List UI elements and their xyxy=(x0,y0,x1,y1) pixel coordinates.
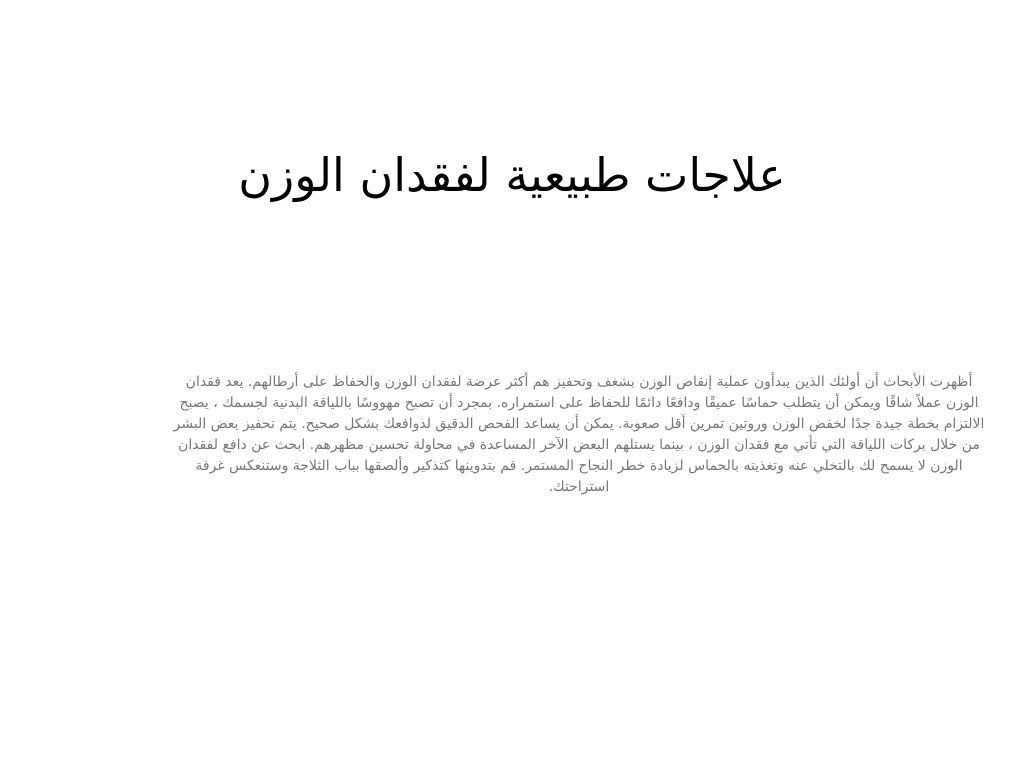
slide-body-text: أظهرت الأبحاث أن أولئك الذين يبدأون عملية إنقاص الوزن بشغف وتحفيز هم أكثر عرضة لفقدان الوزن والحفاظ على أرطالهم. يعد فقدان الوزن عملاً شاقًا ويمكن أن يتطلب حماسًا عميقًا ودافعًا دائمًا للحفاظ على استمراره. بمجرد أن تصبح مهووسًا باللياقة البدنية لجسمك ، يصبح الالتزام بخطة جيدة جدًا لخفض الوزن وروتين تمرين أقل صعوبة. يمكن أن يساعد الفحص الدقيق لدوافعك بشكل صحيح. يتم تحفيز بعض البشر من خلال بركات اللياقة التي تأتي مع فقدان الوزن ، بينما يستلهم البعض الآخر المساعدة في محاولة تحسين مظهرهم. ابحث عن دافع لفقدان الوزن لا يسمح لك بالتخلي عنه وتغذيته بالحماس لزيادة خطر النجاح المستمر. قم بتدوينها كتذكير وألصقها بباب الثلاجة وستنعكس غرفة استراحتك. xyxy=(173,374,985,495)
slide-title: علاجات طبيعية لفقدان الوزن xyxy=(238,148,786,202)
